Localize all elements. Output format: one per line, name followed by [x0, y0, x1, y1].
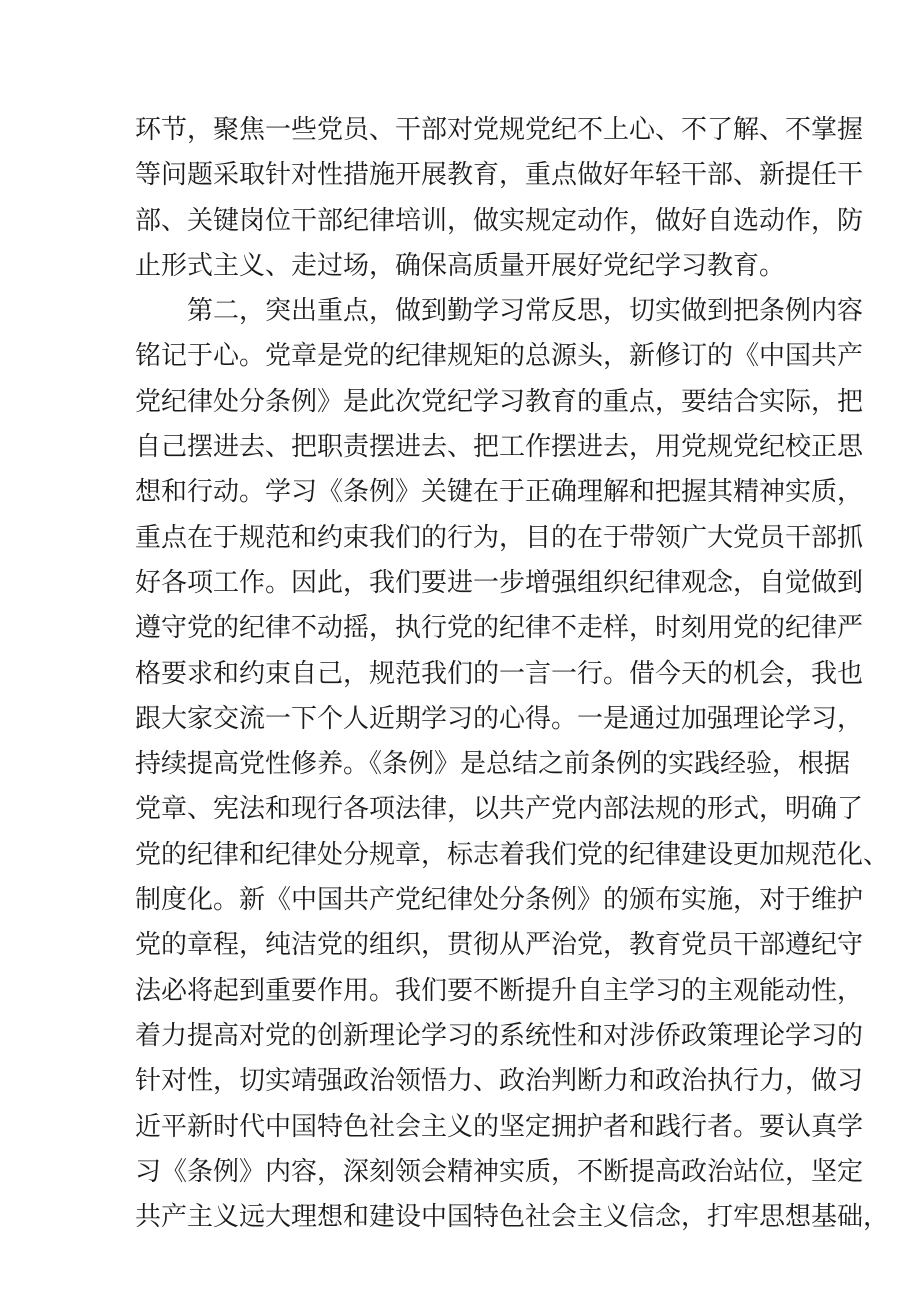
text-line: 党章、宪法和现行各项法律，以共产党内部法规的形式，明确了 [135, 794, 864, 825]
text-line: 持续提高党性修养。《条例》是总结之前条例的实践经验，根据 [135, 749, 851, 780]
text-line: 想和行动。学习《条例》关键在于正确理解和把握其精神实质， [135, 477, 864, 508]
text-line: 跟大家交流一下个人近期学习的心得。一是通过加强理论学习， [135, 703, 864, 734]
text-line: 制度化。新《中国共产党纪律处分条例》的颁布实施，对于维护 [135, 885, 864, 916]
text-line: 党的章程，纯洁党的组织，贯彻从严治党，教育党员干部遵纪守 [135, 930, 864, 961]
body-text [135, 108, 890, 1240]
paragraph-start-line: 第二，突出重点，做到勤学习常反思，切实做到把条例内容 [187, 296, 864, 327]
text-line: 环节，聚焦一些党员、干部对党规党纪不上心、不了解、不掌握 [135, 115, 864, 145]
text-line: 着力提高对党的创新理论学习的系统性和对涉侨政策理论学习的 [135, 1020, 864, 1051]
text-line: 格要求和约束自己，规范我们的一言一行。借今天的机会，我也 [135, 658, 864, 689]
text-line: 重点在于规范和约束我们的行为，目的在于带领广大党员干部抓 [135, 522, 864, 553]
text-line: 止形式主义、走过场，确保高质量开展好党纪学习教育。 [135, 250, 786, 281]
text-line: 近平新时代中国特色社会主义的坚定拥护者和践行者。要认真学 [135, 1111, 864, 1142]
text-line: 铭记于心。党章是党的纪律规矩的总源头，新修订的《中国共产 [135, 341, 864, 372]
text-line: 遵守党的纪律不动摇，执行党的纪律不走样，时刻用党的纪律严 [135, 613, 864, 644]
text-line: 共产主义远大理想和建设中国特色社会主义信念，打牢思想基础， [135, 1202, 890, 1233]
text-line: 习《条例》内容，深刻领会精神实质，不断提高政治站位，坚定 [135, 1156, 864, 1187]
text-line: 部、关键岗位干部纪律培训，做实规定动作，做好自选动作，防 [135, 205, 864, 236]
text-line: 等问题采取针对性措施开展教育，重点做好年轻干部、新提任干 [135, 160, 864, 191]
text-line: 法必将起到重要作用。我们要不断提升自主学习的主观能动性， [135, 975, 864, 1006]
text-line: 针对性，切实靖强政治领悟力、政治判断力和政治执行力，做习 [135, 1066, 864, 1097]
text-line: 党的纪律和纪律处分规章，标志着我们党的纪律建设更加规范化、 [135, 839, 890, 870]
text-line: 自己摆进去、把职责摆进去、把工作摆进去，用党规党纪校正思 [135, 432, 864, 463]
text-line: 党纪律处分条例》是此次党纪学习教育的重点，要结合实际，把 [135, 386, 864, 417]
text-line: 好各项工作。因此，我们要进一步增强组织纪律观念，自觉做到 [135, 567, 864, 598]
